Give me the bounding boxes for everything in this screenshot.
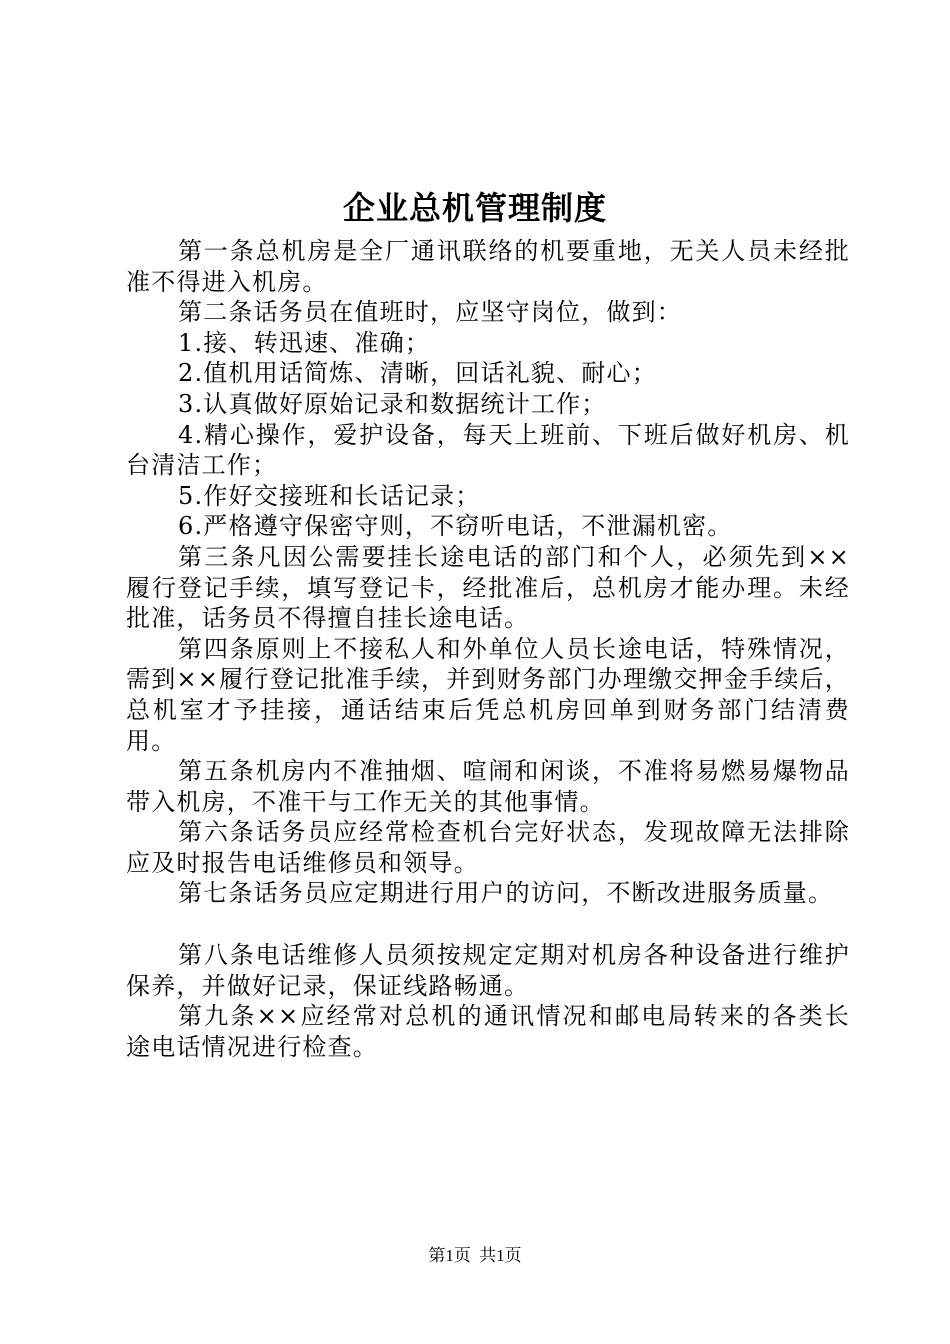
list-item-5: 5.作好交接班和长话记录；: [178, 481, 481, 510]
list-item-3: 3.认真做好原始记录和数据统计工作；: [178, 389, 607, 418]
list-item-4: 4.精心操作，爱护设备，每天上班前、下班后做好机房、机台清洁工作；: [126, 420, 850, 480]
list-item-2: 2.值机用话简炼、清晰，回话礼貌、耐心；: [178, 359, 657, 388]
paragraph-article-1: 第一条总机房是全厂通讯联络的机要重地，无关人员未经批准不得进入机房。: [126, 237, 850, 296]
paragraph-article-3: 第三条凡因公需要挂长途电话的部门和个人，必须先到××履行登记手续，填写登记卡，经批准后，总机房才能办理。未经批准，话务员不得擅自挂长途电话。: [126, 542, 850, 633]
paragraph-article-2: 第二条话务员在值班时，应坚守岗位，做到：: [178, 298, 682, 327]
paragraph-article-6: 第六条话务员应经常检查机台完好状态，发现故障无法排除应及时报告电话维修员和领导。: [126, 818, 850, 877]
page-total: 共1页: [479, 1246, 522, 1265]
paragraph-article-8: 第八条电话维修人员须按规定定期对机房各种设备进行维护保养，并做好记录，保证线路畅通。: [126, 941, 850, 1000]
document-title: 企业总机管理制度: [342, 189, 607, 227]
document-body: [126, 236, 850, 1062]
paragraph-article-9: 第九条××应经常对总机的通讯情况和邮电局转来的各类长途电话情况进行检查。: [126, 1002, 850, 1061]
paragraph-article-7: 第七条话务员应定期进行用户的访问，不断改进服务质量。: [178, 879, 834, 908]
list-item-1: 1.接、转迅速、准确；: [178, 328, 431, 357]
paragraph-article-5: 第五条机房内不准抽烟、喧闹和闲谈，不准将易燃易爆物品带入机房，不准干与工作无关的其他事情。: [126, 757, 850, 816]
paragraph-article-4: 第四条原则上不接私人和外单位人员长途电话，特殊情况，需到××履行登记批准手续，并到财务部门办理缴交押金手续后，总机室才予挂接，通话结束后凭总机房回单到财务部门结清费用。: [126, 634, 850, 755]
list-item-6: 6.严格遵守保密守则，不窃听电话，不泄漏机密。: [178, 512, 733, 541]
page-number: 第1页: [428, 1246, 471, 1265]
page-footer: [0, 1244, 950, 1268]
